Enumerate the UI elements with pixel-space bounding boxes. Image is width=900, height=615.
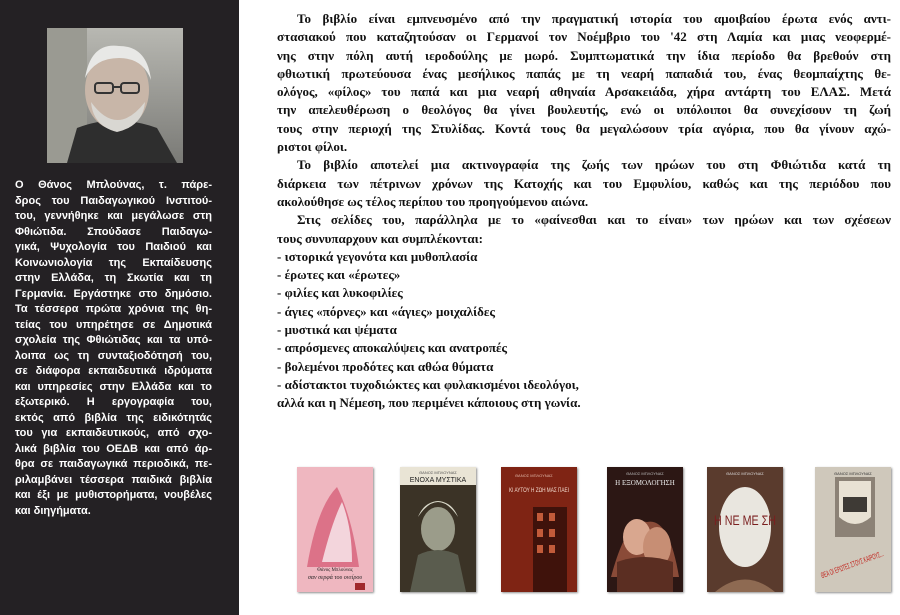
author-photo [47,28,183,163]
book-cover-5[interactable] [707,467,783,592]
bio-line: δρος του Παιδαγωγικού Ινστιτού- [15,194,212,207]
book-covers [297,467,897,615]
author-portrait-image [47,28,183,163]
bio-line: εξωτερικό. Η εργογραφία του, [15,396,212,408]
paragraph-2-line: Το βιβλίο αποτελεί μια ακτινογραφία της ζωής των ηρώων του στη Φθιώτιδα κατά τη [297,157,891,173]
book-cover-1[interactable] [297,467,373,592]
book-cover-5-title: Η ΝΕ ΜΕ ΣΗ [714,512,776,528]
bio-line: στην Ελλάδα, τη Σκωτία και τη [15,272,212,284]
bullet-item: - φιλίες και λυκοφιλίες [277,285,403,301]
paragraph-1-line: στασιακού που καταζητούσαν οι Γερμανοί τον Νοέμβριο του '42 στη Λαμία και μιας νεοφερμέ- [277,29,891,45]
book-cover-1-author: Θάνος Μπλούνας [317,568,353,573]
book-cover-1-title: σαν σερφά του ονείρου [307,575,363,581]
bullet-item: - ιστορικά γεγονότα και μυθοπλασία [277,248,478,264]
paragraph-1-line: νης στην πόλη αυτή ιεροδούλης με μωρό. Συμπτωματικά την ίδια περίοδο θα βρεθούν στη [277,47,891,63]
bio-line: Γερμανία. Εργάστηκε στο δημόσιο. [15,287,212,300]
bio-line: του για εκπαιδευτικούς, από σχο- [15,427,212,439]
paragraph-2-line: ακολούθησε ως τέλος περίπου του προηγούμενου αιώνα. [277,193,589,209]
closing-line: αλλά και η Νέμεση, που περιμένει κάποιους στη γωνία. [277,395,581,411]
book-cover-6[interactable] [815,467,891,592]
bullet-item: - απρόσμενες αποκαλύψεις και ανατροπές [277,340,508,356]
bio-line: τείας του υπηρέτησε σε Δημοτικά [15,318,212,331]
book-cover-3-title: ΚΙ ΑΥΤΟΥ Η ΖΩΗ ΜΑΣ ΠΑΕΙ [509,488,570,494]
bio-line: Κοινωνιολογία της Εκπαίδευσης [15,256,212,269]
book-cover-4-author: ΘΑΝΟΣ ΜΠΛΟΥΝΑΣ [626,471,664,476]
book-cover-2-title: ΕΝΟΧΑ ΜΥΣΤΙΚΑ [409,477,467,484]
paragraph-1-line: ολόγος, «φίλος» του παπά και μια νεαρή αθηναία Αρσακειάδα, χήρα αντάρτη του ΕΛΑΣ. Μετά [277,84,891,100]
bio-line: ριλαμβάνει τέσσερα παιδικά βιβλία [15,473,212,486]
paragraph-3-line: τους συνυπαρχουν και συμπλέκονται: [277,230,484,246]
bio-line: γικά, Ψυχολογία του Παιδιού και [15,241,212,253]
paragraph-2-line: διάρκεια των πέτρινων χρόνων της Κατοχής και του Εμφυλίου, καθώς και της περιόδου που [277,175,891,191]
book-cover-6-author: ΘΑΝΟΣ ΜΠΛΟΥΝΑΣ [834,471,872,476]
bio-line: εκτός από βιβλία της ειδικότητάς [15,411,212,424]
paragraph-1-line: την απελευθέρωση ο θεολόγος θα γίνει βουλευτής, ενώ οι υπόλοιποι θα συνεχίσουν τη ζωή [277,102,891,118]
bullet-item: - βολεμένοι προδότες και αθώα θύματα [277,358,494,374]
book-cover-2[interactable] [400,467,476,592]
bio-line: του, γεννήθηκε και μεγάλωσε στη [15,210,212,222]
bio-line: σχολεία της Φθιώτιδας και τα υπό- [15,334,212,346]
author-panel [0,0,239,615]
bullet-item: - έρωτες και «έρωτες» [277,267,401,283]
bio-line: και έξι με μυθιστορήματα, νουβέλες [15,489,212,501]
paragraph-1-line: Το βιβλίο είναι εμπνευσμένο από την πραγματική ιστορία του αμοιβαίου έρωτα ενός αντι- [297,11,891,26]
bio-line: Φθιώτιδα. Σπούδασε Παιδαγω- [15,225,212,238]
bullet-item: - μυστικά και ψέματα [277,322,397,338]
bio-line: και διηγήματα. [15,504,91,517]
book-cover-5-author: ΘΑΝΟΣ ΜΠΛΟΥΝΑΣ [726,471,764,476]
book-cover-3[interactable] [501,467,577,592]
book-cover-4[interactable] [607,467,683,592]
paragraph-1-line: τους στην περιοχή της Στυλίδας. Κοντά τους θα μεγαλώσουν τρία αγόρια, που θα γίνουν αχώ- [277,120,891,136]
bio-line: σε διάφορα εκπαιδευτικά ιδρύματα [15,365,212,377]
book-description [277,10,891,413]
author-bio [15,178,212,519]
bio-line: Ο Θάνος Μπλούνας, τ. πάρε- [15,179,212,191]
bio-line: Τα τέσσερα πρώτα χρόνια της θη- [15,303,212,315]
bullet-item: - άγιες «πόρνες» και «άγιες» μοιχαλίδες [277,303,495,319]
bio-line: λικά βιβλία του ΟΕΔΒ και από άρ- [15,442,212,455]
book-cover-3-author: ΘΑΝΟΣ ΜΠΛΟΥΝΑΣ [515,473,553,478]
paragraph-3-line: Στις σελίδες του, παράλληλα με το «φαίνεσθαι και το είναι» των ηρώων και των σχέσεων [297,212,891,228]
book-cover-4-title: Η ΕΞΟΜΟΛΟΓΗΣΗ [615,479,675,487]
bio-line: θρα σε παιδαγωγικά περιοδικά, πε- [15,458,212,470]
bio-line: και υπηρεσίες στην Ελλάδα και το [15,380,212,393]
bullet-item: - αδίστακτοι τυχοδιώκτες και φυλακισμένοι ιδεολόγοι, [277,376,579,392]
paragraph-1-line: φθιωτική πρωτεύουσα ένας μεσήλικος παπάς με τη νεαρή παπαδιά του, ένας θεομπαίχτης θε- [277,65,891,81]
bio-line: λοιπα ως τη συνταξιοδότησή του, [15,349,212,362]
book-cover-2-author: ΘΑΝΟΣ ΜΠΛΟΥΝΑΣ [419,470,457,475]
paragraph-1-line: ριστοι φίλοι. [277,139,348,155]
